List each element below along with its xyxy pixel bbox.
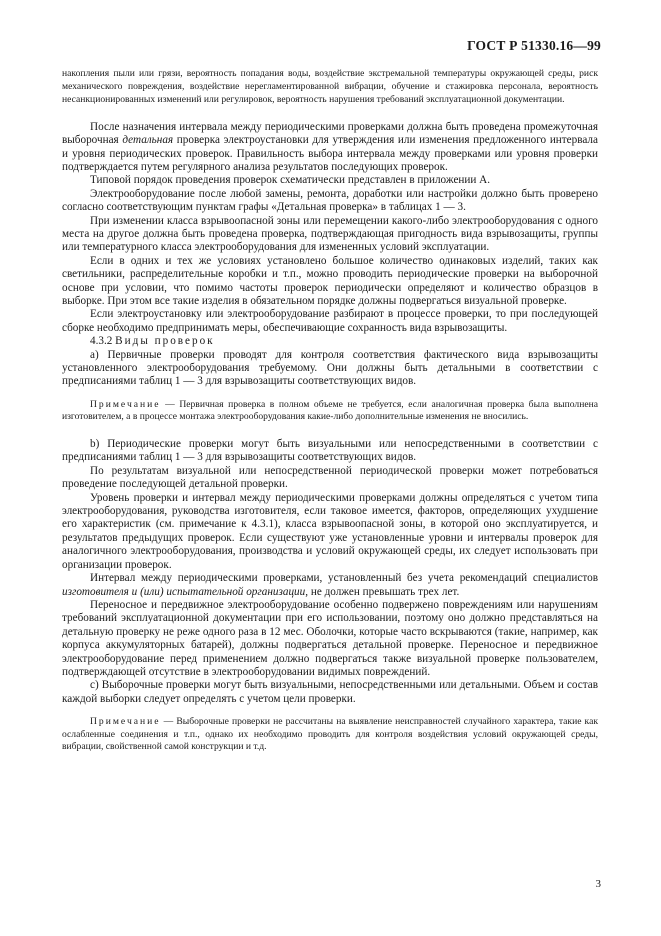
- item-c-sample: с) Выборочные проверки могут быть визуальными, непосредственными или детальными. Объем и состав каждой выборки следует определять с учетом цели проверки.: [62, 679, 598, 705]
- paragraph-three-years: [62, 572, 598, 599]
- note-sample: [62, 716, 598, 754]
- paragraph-portable: Переносное и передвижное электрооборудование особенно подвержено повреждениям или нарушениям требований эксплуатационной документации при его использовании, поэтому оно должно представляться на детальную проверку не реже одного раза в 12 мес. Оболочки, которые часто вскрываются (такие, например, как корпуса аккумуляторных батарей), должны подвергаться детальной проверке. Переносное и передвижное электрооборудование перед применением должно подвергаться также визуальной проверке пользователем, подтверждающей отсутствие в электрооборудовании видимых повреждений.: [62, 598, 598, 678]
- section-title: Виды проверок: [115, 335, 215, 348]
- section-number: 4.3.2: [90, 335, 113, 348]
- item-a-initial: а) Первичные проверки проводят для контроля соответствия фактического вида взрывозащиты установленного электрооборудования требуемому. Они должны быть детальными в соответствии с предписаниями таблиц 1 — 3 для взрывозащиты соответствующих видов.: [62, 348, 598, 388]
- paragraph-interval-part2: проверка электроустановки для утверждения или изменения предложенного интервала и уровня периодических проверок. Правильность выбора интервала между проверками или уровня проверки подтверждается путем регулярного анализа результатов последующих проверок.: [62, 134, 598, 173]
- note-sample-text: — Выборочные проверки не рассчитаны на выявление неисправностей случайного характера, такие как ослабленные соединения и т.п., однако их необходимо проводить для контроля воздействия условий окружающей среды, вибрации, свойственной самой конструкции и т.д.: [62, 716, 598, 753]
- paragraph-three-years-part2: , не должен превышать трех лет.: [305, 585, 460, 598]
- page-number: 3: [595, 878, 601, 890]
- page-body: [62, 68, 598, 754]
- paragraph-disassembly: Если электроустановку или электрооборудование разбирают в процессе проверки, то при последующей сборке необходимо предпринимать меры, обеспечивающие сохранность вида взрывозащиты.: [62, 308, 598, 334]
- paragraph-level-interval: Уровень проверки и интервал между периодическими проверками должны определяться с учетом типа электрооборудования, руководства изготовителя, если таковое имеется, факторов, определяющих ухудшение его характеристик (см. примечание к 4.3.1), класса взрывоопасной зоны, в которой оно эксплуатируется, и результатов предыдущих проверок. Если существуют уже установленные уровни и интервалы проверок для аналогичного электрооборудования, производства и условий окружающей среды, их следует использовать при организации проверок.: [62, 491, 598, 571]
- paragraph-three-years-part1: Интервал между периодическими проверками, установленный без учета рекомендаций специалистов: [90, 572, 598, 585]
- note-sample-label: Примечание: [90, 716, 161, 728]
- paragraph-interval-part1: После назначения интервала между периодическими проверками должна быть проведена промежуточная выборочная: [62, 120, 598, 147]
- standard-header: ГОСТ Р 51330.16—99: [467, 38, 601, 53]
- note-initial-text: — Первичная проверка в полном объеме не требуется, если аналогичная проверка была выполнена изготовителем, а в процессе монтажа электрооборудования какие-либо дополнительные изменения не вносились.: [62, 398, 598, 423]
- note-initial: [62, 399, 598, 424]
- paragraph-sampling: Если в одних и тех же условиях установлено большое количество одинаковых изделий, таких как светильники, распределительные коробки и т.п., можно проводить периодические проверки на выборочной основе при условии, что помимо частоты проверок периодически определяют и количество образцов в выборке. При этом все такие изделия в обязательном порядке должны подвергаться визуальной проверке.: [62, 254, 598, 307]
- item-b-periodic: b) Периодические проверки могут быть визуальными или непосредственными в соответствии с предписаниями таблиц 1 — 3 для взрывозащиты соответствующих видов.: [62, 438, 598, 464]
- paragraph-interval-emphasis: детальная: [122, 134, 174, 147]
- paragraph-three-years-emphasis: изготовителя и (или) испытательной организации: [62, 585, 306, 598]
- note-initial-label: Примечание: [90, 398, 161, 410]
- paragraph-followup: По результатам визуальной или непосредственной периодической проверки может потребоваться проведение последующей детальной проверки.: [62, 464, 598, 491]
- paragraph-appendix: Типовой порядок проведения проверок схематически представлен в приложении А.: [90, 174, 491, 187]
- section-heading: [62, 335, 598, 348]
- paragraph-after-repair: Электрооборудование после любой замены, ремонта, доработки или настройки должно быть проверено согласно соответствующим пунктам графы «Детальная проверка» в таблицах 1 — 3.: [62, 187, 598, 214]
- paragraph-zone-change: При изменении класса взрывоопасной зоны или перемещении какого-либо электрооборудования с одного места на другое должна быть проведена проверка, подтверждающая пригодность вида взрывозащиты, группы или температурного класса электрооборудования для измененных условий эксплуатации.: [62, 214, 598, 254]
- paragraph-interval: [62, 121, 598, 175]
- intro-continuation: накопления пыли или грязи, вероятность попадания воды, воздействие экстремальной температуры окружающей среды, риск механического повреждения, воздействие нерегламентированной вибрации, обучение и стажировка персонала, вероятность несанкционированных изменений или регулировок, вероятность нарушения требований эксплуатационной документации.: [62, 68, 598, 105]
